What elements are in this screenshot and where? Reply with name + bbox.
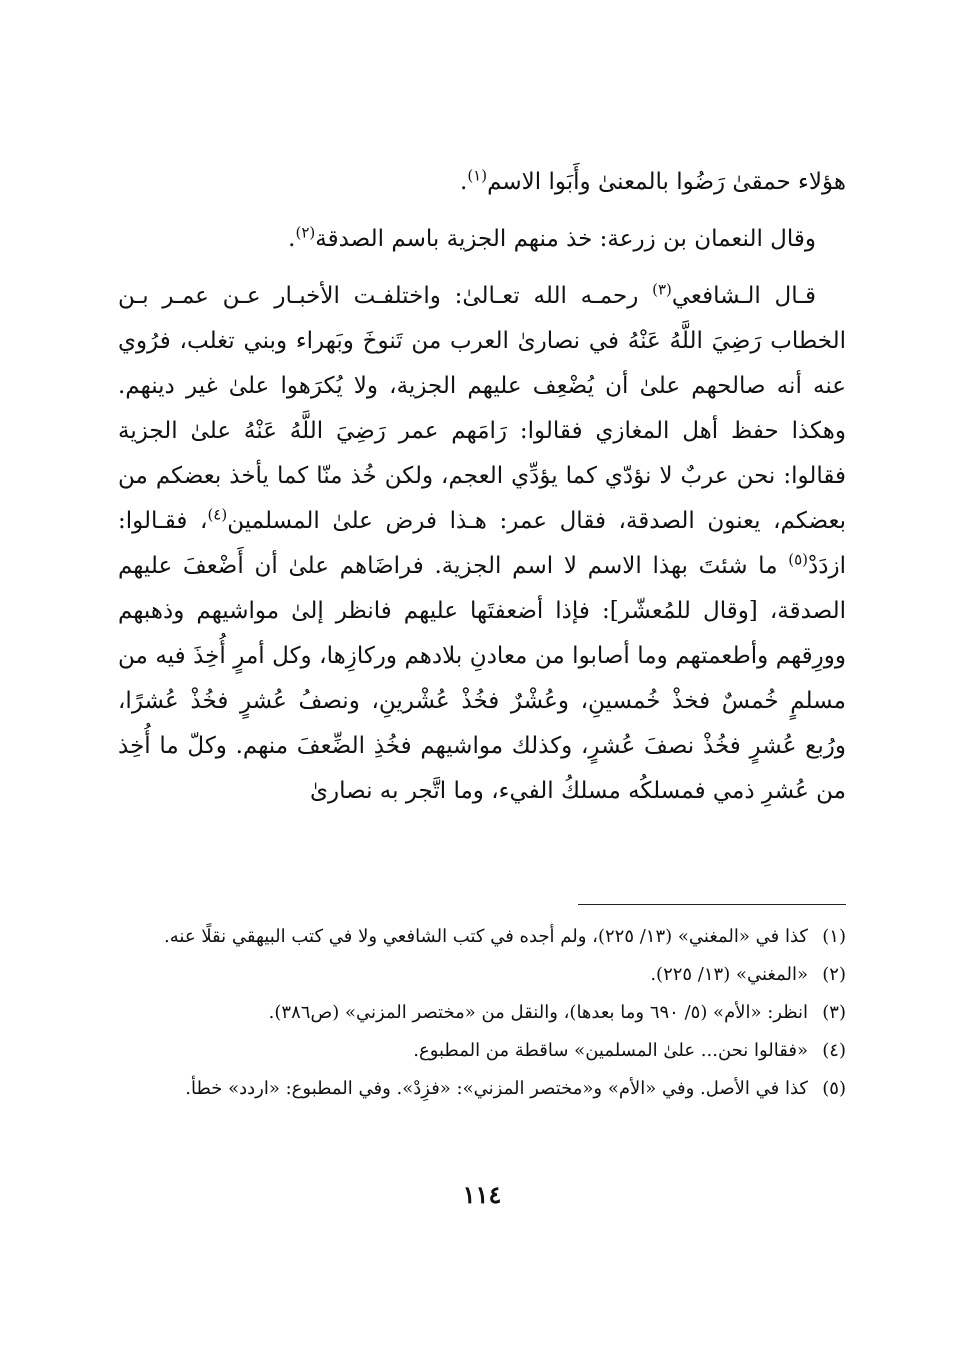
footnote-text: كذا في الأصل. وفي «الأم» و«مختصر المزني»: «فزِدْ». وفي المطبوع: «اردد» خطأ. bbox=[185, 1078, 808, 1099]
footnote-number: (٥) bbox=[822, 1078, 846, 1099]
footnote-text: «فقالوا نحن... علىٰ المسلمين» ساقطة من المطبوع. bbox=[413, 1040, 808, 1061]
paragraph-3-part-1: قـال الـشافعي bbox=[671, 283, 816, 309]
footnote-ref-2: (٢) bbox=[295, 223, 316, 242]
paragraph-1-end: . bbox=[460, 169, 468, 195]
paragraph-2 bbox=[118, 217, 846, 262]
footnote-separator bbox=[578, 904, 846, 905]
footnote bbox=[118, 996, 846, 1030]
page-number: ١١٤ bbox=[462, 1180, 502, 1209]
footnote-number: (١) bbox=[822, 926, 846, 947]
paragraph-3-part-2: رحمـه الله تعـالىٰ: واختلفـت الأخبـار عـن عمـر بـن الخطاب رَضِيَ اللَّهُ عَنْهُ في نصارىٰ العرب من تَنوخَ وبَهراء وبني تغلب، فرُوي عنه أنه صالحهم علىٰ أن يُضْعِف عليهم الجزية، ولا يُكرَهوا علىٰ غير دينهم. وهكذا حفظ أهل المغازي فقالوا: رَامَهم عمر رَضِيَ اللَّهُ عَنْهُ علىٰ الجزية فقالوا: نحن عربٌ لا نؤدّي كما يؤدِّي العجم، ولكن خُذ منّا كما يأخذ بعضكم من بعضكم، يعنون الصدقة، فقال عمر: هـذا فرض علىٰ المسلمين bbox=[118, 283, 847, 534]
footnote-ref-1: (١) bbox=[467, 166, 488, 185]
paragraph-2-end: . bbox=[288, 226, 296, 252]
paragraph-2-text: وقال النعمان بن زرعة: خذ منهم الجزية باسم الصدقة bbox=[315, 226, 816, 252]
footnote-number: (٢) bbox=[822, 964, 846, 985]
footnote-text: كذا في «المغني» (١٣/ ٢٢٥)، ولم أجده في كتب الشافعي ولا في كتب البيهقي نقلًا عنه. bbox=[164, 926, 808, 947]
footnote-ref-4: (٤) bbox=[207, 505, 228, 524]
footnote bbox=[118, 1072, 846, 1106]
footnote-text: انظر: «الأم» (٥/ ٦٩٠ وما بعدها)، والنقل من «مختصر المزني» (ص٣٨٦). bbox=[268, 1002, 808, 1023]
footnote-number: (٣) bbox=[822, 1002, 846, 1023]
footnote-number: (٤) bbox=[822, 1040, 846, 1061]
paragraph-3-part-4: ما شئتَ بهذا الاسم لا اسم الجزية. فراضَاهم علىٰ أن أَضْعفَ عليهم الصدقة، [وقال للمُعشّر]: فإذا أضعفتَها عليهم فانظر إلىٰ مواشيهم وذهبهم وورِقهم وأطعمتهم وما أصابوا من معادنِ بلادهم وركازِها، وكل أمرٍ أُخِذَ فيه من مسلمٍ خُمسٌ فخذْ خُمسينِ، وعُشْرٌ فخُذْ عُشْرينِ، ونصفُ عُشرٍ فخُذْ عُشرًا، ورُبع عُشرٍ فخُذْ نصفَ عُشرٍ، وكذلك مواشيهم فخُذِ الضِّعفَ منهم. وكلّ ما أُخِذ من عُشرِ ذمي فمسلكُه مسلكُ الفيء، وما اتَّجر به نصارىٰ bbox=[118, 553, 846, 804]
paragraph-1-text: هؤلاء حمقىٰ رَضُوا بالمعنىٰ وأَبَوا الاسم bbox=[487, 169, 846, 195]
footnote-text: «المغني» (١٣/ ٢٢٥). bbox=[650, 964, 808, 985]
footnotes bbox=[118, 916, 846, 1106]
paragraph-3 bbox=[118, 274, 846, 814]
footnote-ref-5: (٥) bbox=[788, 550, 809, 569]
footnote bbox=[118, 958, 846, 992]
footnote bbox=[118, 1034, 846, 1068]
footnote-ref-3: (٣) bbox=[652, 280, 672, 299]
footnote bbox=[118, 920, 846, 954]
paragraph-1 bbox=[118, 160, 846, 205]
paragraph-3-part-3: ، فقـالوا: ازدَدْ bbox=[118, 508, 846, 579]
main-text bbox=[118, 160, 846, 814]
